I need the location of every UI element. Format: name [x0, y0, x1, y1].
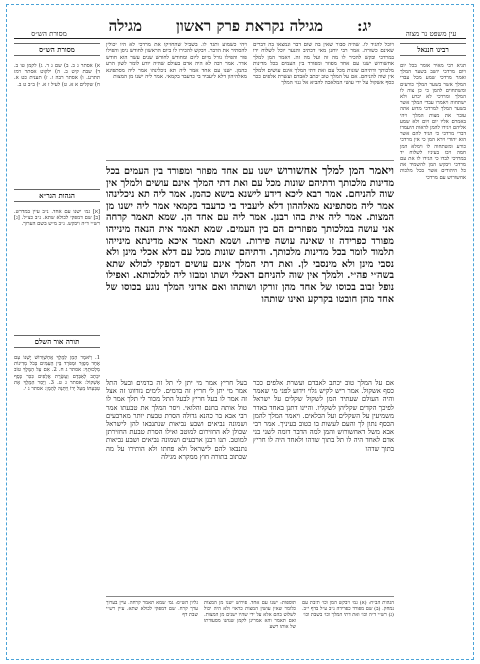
lower-left-column: בעל חריץ אמר מי יתן לי תל זה בדמים ובעל התל אמר מי יתן לי חריץ זה בדמים. לימים נזדווגו זה אצל זה אמר לו בעל חריץ לבעל התל מכור לי תלך אמר לו טול אותה בחנם והלואי. ויסר המלך את טבעתו אמר רבי אבא בר כהנא גדולה הסרת טבעת יותר מארבעים ושמונה נביאים ושבע נביאות שנתנבאו להן לישראל שכולן לא החזירום למוטב ואילו הסרת טבעת החזירתן למוטב. תנו רבנן ארבעים ושמונה נביאים ושבע נביאות נתנבאו להם לישראל ולא פחתו ולא הותירו על מה שכתוב בתורה חוץ ממקרא מגילה [106, 379, 247, 461]
page-border-left [6, 4, 7, 660]
gemara-text [106, 160, 394, 373]
header-chapter: מגילה נקראת פרק ראשון [176, 17, 323, 35]
outer-commentary-column [400, 42, 466, 652]
gemara-body: ישנו עם אחד מפוזר ומפורד בין העמים בכל מדינות מלכותך ודתיהם שונות מכל עם ואת דתי המלך אינם עושים ולמלך אין שוה להניחם. אמר רבא ליכא דידע לישנא בישא כהמן. אמר ליה תא ניכלינהו אמר ליה מסתפינא מאלההון דלא ליעביד בי כדעבד בקמאי אמר ליה ישנו מן המצות. אמר ליה אית בהו רבנן. אמר ליה עם אחד הן. שמא תאמר קרחה אני עושה במלכותך מפוזרים הם בין העמים. שמא תאמר אית הנאה מינייהו מפורד כפרידה זו שאינה עושה פירות. ושמא תאמר איכא מדינתא מינייהו תלמוד לומר בכל מדינות מלכותך. ודתיהם שונות מכל עם דלא אכלי מינן ולא נסבי מינן ולא מינסבי לן. ואת דתי המלך אינם עושים דמפקי לכולא שתא בשה״י פה״י. ולמלך אין שוה להניחם דאכלי ושתו ומבזו ליה למלכותא. ואפילו נופל זבוב בכוסו של אחד מהן זורקו ושותהו ואם אדוני המלך נוגע בכוסו של אחד מהן חובטו בקרקע ואינו שותהו [106, 166, 394, 305]
lower-right-column: אם על המלך טוב יכתב לאבדם ועשרת אלפים ככר כסף אשקול. אמר ריש לקיש גלוי וידוע לפני מי שאמר והיה העולם שעתיד המן לשקול שקלים על ישראל לפיכך הקדים שקליהן לשקליו. והיינו דתנן באחד באדר משמיעין על השקלים ועל הכלאים. ויאמר המלך להמן הכסף נתון לך והעם לעשות בו כטוב בעיניך. אמר רבי אבא משל דאחשורוש והמן למה הדבר דומה לשני בני אדם לאחד היה לו תל בתוך שדהו ולאחד היה לו חריץ בתוך שדהו [253, 379, 394, 453]
page-header [14, 10, 466, 39]
left-title-3: תורה אור השלם [14, 335, 100, 348]
header-daf: יג: [357, 17, 372, 35]
left-references-column [14, 42, 100, 652]
gemara-lead-words: ויאמר המן למלך אחשורוש [277, 164, 394, 177]
bottom-note-center: תוספות: ישנו עם אחד. פירוש ישנו מן המצות כלומר שאין עושין המצות כראוי ולא היה יכול לשלוט בהם אלא על ידי שהיו ישנים מן המצות. ואם תאמר והא אמרינן לקמן שנהנו מסעודתו של אותו רשע [204, 600, 296, 630]
bottom-note-right: הגהות הב״ח: (א) גמ׳ ויבקש המן וכו׳ תיבת עם נמחק. (ב) שם מפורד כפרידה נ״ב ע״ל בדף י״ב. (ג) רש״י ד״ה וכו׳ ואת דתי המלך וכו׳ בשבת וכו׳ [302, 600, 394, 618]
bottom-note-left: גליון הש״ס: גמ׳ שמא תאמר קרחה. עיין בערוך ערך קרח. שם דמפקי לכולא שתא. עיין רש״י שבת דף [106, 600, 198, 618]
page-border-bottom [6, 659, 474, 660]
lower-gemara [106, 379, 394, 590]
left-title-1: מסורת הש״ס [14, 43, 100, 56]
page-border-right [473, 4, 474, 660]
page-border-top [6, 4, 474, 5]
page-body [14, 42, 466, 652]
main-column [106, 42, 394, 652]
outer-column-title: רבינו חננאל [400, 43, 466, 56]
header-title [84, 17, 396, 38]
left-text-1: א) אסתר ג ב. ב) שם ג ד. ג) לקמן טו ב. ד) שבת קיט ב. ה) ילקוט אסתר רמז תתרנג. ו) אסתר רבה ז. ז) תענית כט א. ח) שקלים א א. ט) לעיל ז א. י) ב״ב ט ב. [14, 63, 100, 88]
rashi-commentary [106, 42, 394, 154]
outer-column-text: תניא רבי מאיר אומר בכל יום ויום מרדכי יושב בשער המלך ואמר מרדכי שמע מכל עבדי המלך אשר בשער המלך כורעים ומשתחוים להמן כי כן צוה לו המלך ומרדכי לא יכרע ולא ישתחוה ויאמרו עבדי המלך אשר בשער המלך למרדכי מדוע אתה עובר את מצות המלך ויהי באמרם אליו יום ויום ולא שמע אליהם ויגידו להמן לראות היעמדו דברי מרדכי כי הגיד להם אשר הוא יהודי וירא המן כי אין מרדכי כורע ומשתחוה לו וימלא המן חמה ויבז בעיניו לשלוח יד במרדכי לבדו כי הגידו לו את עם מרדכי ויבקש המן להשמיד את כל היהודים אשר בכל מלכות אחשורוש עם מרדכי [400, 63, 466, 181]
header-right-note: עין משפט נר מצוה [405, 30, 457, 38]
left-text-3: 1. וַיֹּאמֶר הָמָן לַמֶּלֶךְ אֲחַשְׁוֵרוֹשׁ יֶשְׁנוֹ עַם אֶחָד מְפֻזָּר וּמְפֹרָד בֵּין הָעַמִּים בְּכֹל מְדִינוֹת מַלְכוּתֶךָ: אסתר ג ח. 2. אִם עַל הַמֶּלֶךְ טוֹב יִכָּתֵב לְאַבְּדָם וַעֲשֶׂרֶת אֲלָפִים כִּכַּר כֶּסֶף אֶשְׁקוֹל: אסתר ג ט. 3. וַיָּסַר הַמֶּלֶךְ אֶת טַבַּעְתּוֹ מֵעַל יָדוֹ וַיִּתְּנָהּ לְהָמָן: אסתר ג י. [14, 355, 100, 393]
left-title-2: הגהות הגר״א [14, 189, 100, 202]
header-left-note: מסורת הש״ס [31, 30, 67, 38]
left-text-2: [א] גמ׳ ישנו עם אחד. נ״ב עיין במדרש. [ב] שם דמפקי לכולא שתא. נ״ב כצ״ל. [ג] רש״י ד״ה ויבקש. נ״ב מ״ש בשם הערוך. [14, 209, 100, 228]
header-tractate: מגילה [108, 17, 143, 35]
rashi-right-column: ויוכל להגיד לו. שהיה סבור שאין בה שום דבר ונמצאו בה דברים שאינם כשורה. אמר רבי יוחנן מאי דכתיב והנער יוכל לשלוח ידו במרדכי ובקש להכיר לו מה זה ועל מה זה. ויאמר המן למלך אחשורוש ישנו עם אחד מפוזר ומפורד בין העמים בכל מדינות מלכותך ודתיהם שונות מכל עם ואת דתי המלך אינם עושים ולמלך אין שוה להניחם. אם על המלך טוב יכתב לאבדם ועשרת אלפים ככר כסף אשקול על ידי עושי המלאכה להביא אל גנזי המלך [253, 42, 394, 87]
bottom-notes [106, 596, 394, 652]
rashi-left-column: ויהי כשמוע ותגד לו. בשביל שהחזיקו את מרדכי לא היו יכולין להסתיר את הדבר. ויבקש להכירו לו ביום הראשון לחודש ניסן והפילו פור והפילו גורל מיום ליום ומחודש לחודש שנים עשר הוא חודש אדר. אמר רבה לא היה אדם בעולם שהיה יודע לומר לשון הרע כהמן. ישנו עם אחד אמר ליה תא ניכלינהו אמר ליה מסתפינא מאלהיהון דלא ליעביד בי כדעבד בקמאי. אמר ליה ישנו מן המצות [106, 42, 247, 81]
